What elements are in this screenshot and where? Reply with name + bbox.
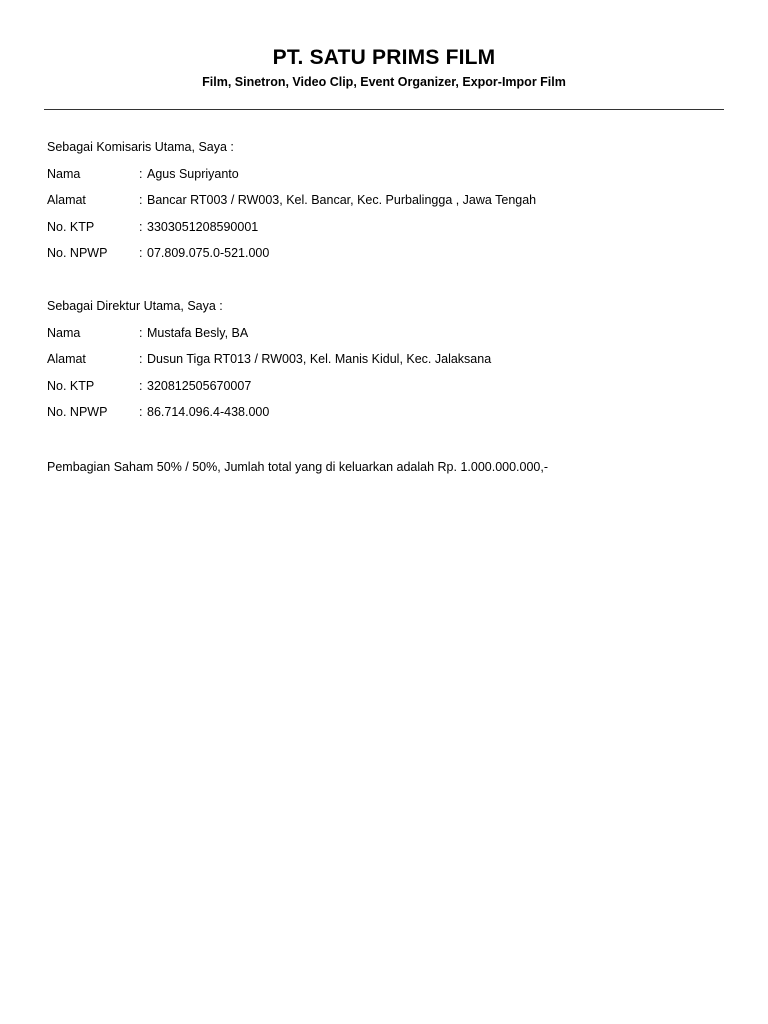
komisaris-section	[47, 139, 727, 272]
direktur-section	[47, 298, 727, 431]
direktur-npwp-row	[47, 404, 727, 431]
direktur-address-row	[47, 351, 727, 378]
direktur-ktp-row	[47, 378, 727, 405]
direktur-name-row	[47, 325, 727, 352]
field-separator: :	[139, 325, 143, 340]
field-separator: :	[139, 219, 143, 234]
komisaris-npwp-row	[47, 245, 727, 272]
field-separator: :	[139, 193, 143, 208]
field-label: No. NPWP	[47, 405, 108, 420]
direktur-address-value: Dusun Tiga RT013 / RW003, Kel. Manis Kidul, Kec. Jalaksana	[147, 352, 492, 367]
komisaris-ktp-value: 3303051208590001	[147, 219, 259, 234]
share-distribution-statement: Pembagian Saham 50% / 50%, Jumlah total yang di keluarkan adalah Rp. 1.000.000.000,-	[47, 460, 549, 474]
field-label: Nama	[47, 325, 81, 340]
komisaris-ktp-row	[47, 219, 727, 246]
letterhead-divider	[44, 109, 724, 110]
field-label: No. NPWP	[47, 246, 108, 261]
direktur-name-value: Mustafa Besly, BA	[147, 325, 249, 340]
field-label: Nama	[47, 166, 81, 181]
komisaris-name-row	[47, 166, 727, 193]
field-label: No. KTP	[47, 219, 95, 234]
company-name: PT. SATU PRIMS FILM	[272, 46, 496, 69]
komisaris-name-value: Agus Supriyanto	[147, 166, 239, 181]
field-separator: :	[139, 246, 143, 261]
komisaris-address-value: Bancar RT003 / RW003, Kel. Bancar, Kec. Purbalingga , Jawa Tengah	[147, 193, 537, 208]
field-separator: :	[139, 405, 143, 420]
komisaris-npwp-value: 07.809.075.0-521.000	[147, 246, 270, 261]
komisaris-address-row	[47, 192, 727, 219]
direktur-intro: Sebagai Direktur Utama, Saya :	[47, 299, 223, 313]
field-label: Alamat	[47, 193, 86, 208]
field-label: No. KTP	[47, 378, 95, 393]
field-label: Alamat	[47, 352, 86, 367]
field-separator: :	[139, 352, 143, 367]
letterhead	[0, 44, 768, 91]
komisaris-intro: Sebagai Komisaris Utama, Saya :	[47, 140, 234, 154]
field-separator: :	[139, 378, 143, 393]
company-tagline: Film, Sinetron, Video Clip, Event Organizer, Expor-Impor Film	[202, 75, 566, 89]
direktur-npwp-value: 86.714.096.4-438.000	[147, 405, 270, 420]
field-separator: :	[139, 166, 143, 181]
direktur-ktp-value: 320812505670007	[147, 378, 252, 393]
